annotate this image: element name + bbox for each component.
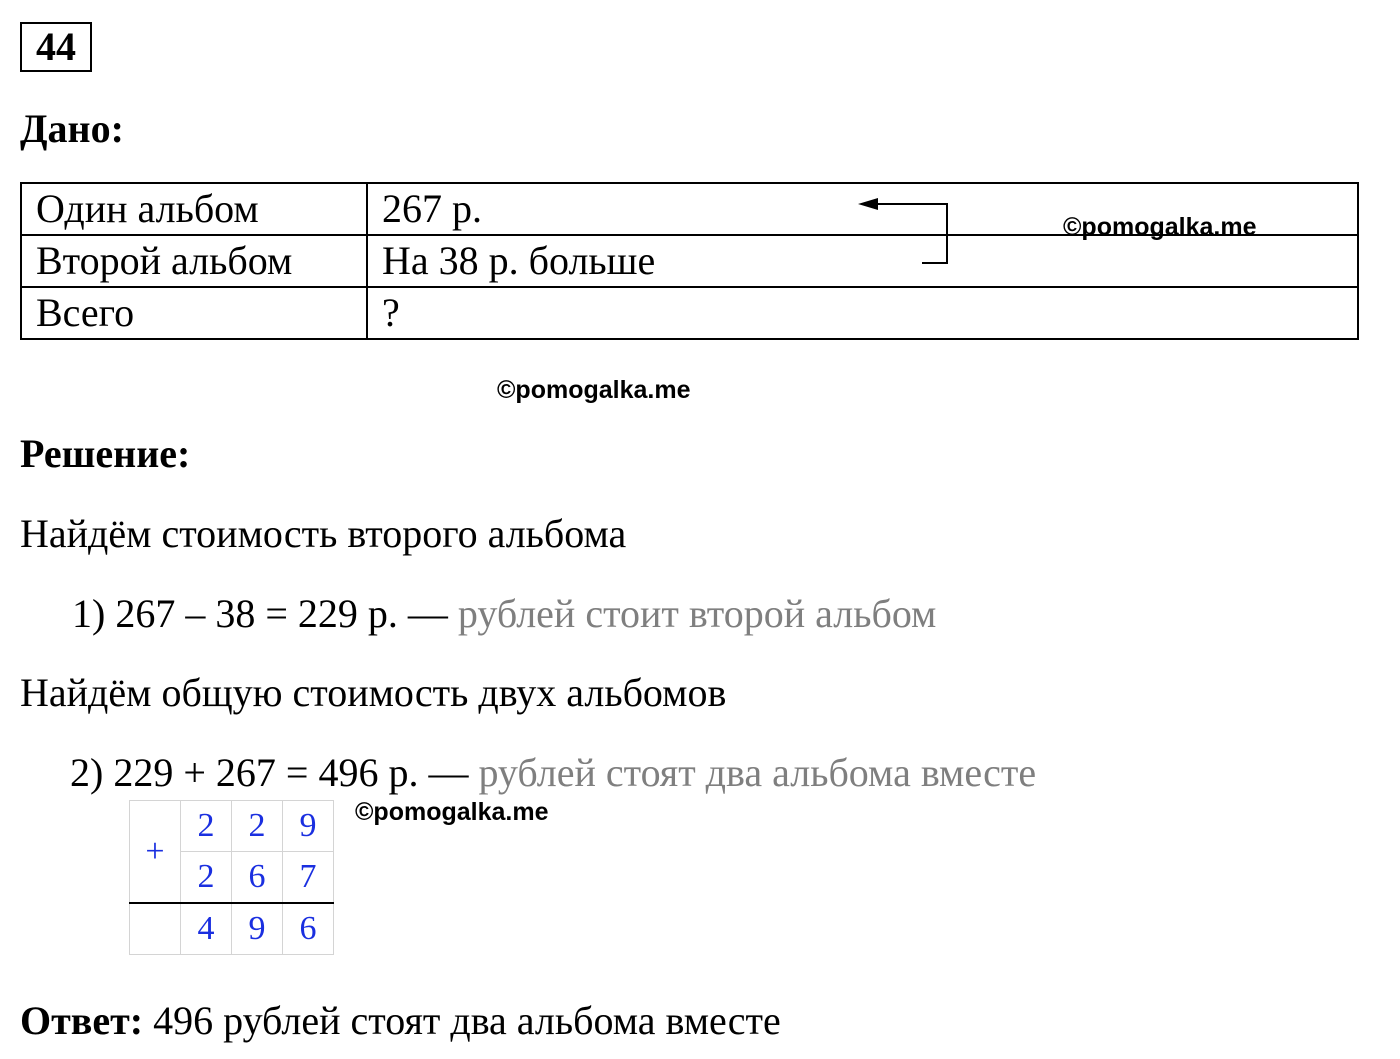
given-label-total: Всего: [21, 287, 367, 339]
step-1-equation: 1) 267 – 38 = 229 р.: [72, 591, 398, 636]
table-row: [21, 235, 1358, 287]
digit-cell: 6: [283, 903, 334, 955]
step-1-line: [72, 591, 936, 637]
answer-label: Ответ:: [20, 998, 144, 1043]
digit-cell: 2: [181, 852, 232, 904]
given-table: [20, 182, 1359, 340]
watermark: ©pomogalka.me: [1063, 213, 1257, 241]
given-value-second-album: На 38 р. больше: [367, 235, 1358, 287]
addend-row-1: [130, 801, 334, 852]
answer-line: [20, 998, 781, 1044]
solution-heading: Решение:: [20, 431, 191, 476]
empty-cell: [130, 903, 181, 955]
step-1-dash: —: [397, 591, 448, 636]
digit-cell: 6: [232, 852, 283, 904]
digit-cell: 7: [283, 852, 334, 904]
given-heading: Дано:: [20, 106, 124, 151]
step-1-intro: Найдём стоимость второго альбома: [20, 511, 627, 556]
step-1-comment: рублей стоит второй альбом: [447, 591, 937, 636]
column-addition: [129, 800, 334, 955]
plus-sign: +: [130, 801, 181, 904]
digit-cell: 4: [181, 903, 232, 955]
table-row: [21, 287, 1358, 339]
watermark: ©pomogalka.me: [355, 798, 549, 826]
step-2-line: [70, 750, 1036, 796]
watermark: ©pomogalka.me: [497, 376, 691, 404]
relation-arrow-icon: [850, 192, 960, 272]
given-label-second-album: Второй альбом: [21, 235, 367, 287]
given-value-total: ?: [367, 287, 1358, 339]
digit-cell: 9: [283, 801, 334, 852]
step-2-equation: 2) 229 + 267 = 496 р.: [70, 750, 429, 795]
digit-cell: 9: [232, 903, 283, 955]
step-2-dash: —: [428, 750, 469, 795]
step-2-comment: рублей стоят два альбома вместе: [468, 750, 1037, 795]
result-row: [130, 903, 334, 955]
given-value-one-album: 267 р.: [367, 183, 1358, 235]
given-label-one-album: Один альбом: [21, 183, 367, 235]
step-2-intro: Найдём общую стоимость двух альбомов: [20, 670, 727, 715]
digit-cell: 2: [232, 801, 283, 852]
digit-cell: 2: [181, 801, 232, 852]
answer-text: 496 рублей стоят два альбома вместе: [143, 998, 781, 1043]
task-number: 44: [20, 22, 92, 72]
